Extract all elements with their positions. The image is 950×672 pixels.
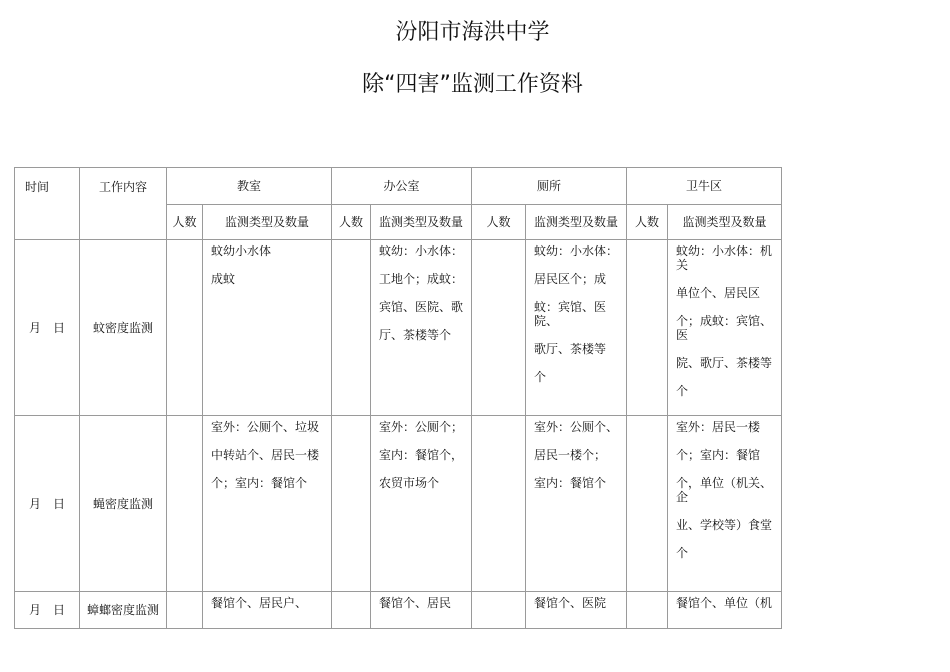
type-cell: [371, 416, 472, 592]
cell-text-line: [211, 258, 329, 272]
type-cell: [668, 416, 782, 592]
cell-text-line: 居民一楼个；: [534, 448, 607, 462]
cell-text-line: 个: [676, 384, 689, 398]
table-row: [15, 240, 782, 416]
cell-text-line: 医: [676, 328, 689, 342]
cell-text-line: 蚊幼：小水体：: [379, 244, 464, 258]
cell-text-line: [211, 462, 329, 476]
cell-text-line: [379, 434, 469, 448]
header-row: [15, 168, 782, 205]
cell-text-line: 蚊幼：小水体：: [534, 244, 619, 258]
count-cell: [332, 592, 371, 629]
subheader-count: 人数: [332, 205, 371, 240]
cell-text-line: 蚊幼：小水体：机: [676, 244, 773, 258]
cell-text-line: 成蚊: [211, 272, 236, 286]
subheader-count: 人数: [627, 205, 668, 240]
count-cell: [167, 416, 203, 592]
cell-text-line: [534, 328, 624, 342]
subheader-type: 监测类型及数量: [668, 205, 782, 240]
cell-text-line: 室外：居民一楼: [676, 420, 761, 434]
cell-text-line: [676, 434, 779, 448]
row-work: 蚊密度监测: [80, 240, 167, 416]
count-cell: [627, 592, 668, 629]
cell-text-line: 个；室内：餐馆: [676, 448, 761, 462]
cell-text-line: [676, 462, 779, 476]
cell-text-line: 院、: [534, 314, 559, 328]
row-time: 月 日: [15, 416, 80, 592]
count-cell: [472, 592, 526, 629]
cell-text-line: 居民区个；成: [534, 272, 607, 286]
cell-text-line: [534, 462, 624, 476]
type-cell: [203, 416, 332, 592]
cell-text-line: [676, 370, 779, 384]
cell-text-line: 室内：餐馆个: [534, 476, 607, 490]
header-location-office: 办公室: [332, 168, 472, 205]
cell-text-line: 蚊幼小水体: [211, 244, 272, 258]
cell-text-line: [534, 356, 624, 370]
monitoring-table: [14, 167, 782, 629]
cell-text-line: [676, 532, 779, 546]
count-cell: [627, 416, 668, 592]
type-cell: [203, 592, 332, 629]
row-time: 月 日: [15, 240, 80, 416]
type-cell: [371, 592, 472, 629]
header-location-sanitation: 卫牛区: [627, 168, 782, 205]
cell-text-line: 个；室内：餐馆个: [211, 476, 308, 490]
cell-text-line: 农贸市场个: [379, 476, 440, 490]
cell-text-line: [534, 258, 624, 272]
cell-text-line: 室内：餐馆个，: [379, 448, 464, 462]
subheader-type: 监测类型及数量: [203, 205, 332, 240]
cell-text-line: 院、歌厅、茶楼等: [676, 356, 773, 370]
cell-text-line: 企: [676, 490, 689, 504]
header-location-classroom: 教室: [167, 168, 332, 205]
cell-text-line: 室外：公厕个；: [379, 420, 464, 434]
count-cell: [332, 240, 371, 416]
cell-text-line: 宾馆、医院、歌: [379, 300, 464, 314]
cell-text-line: 餐馆个、居民: [379, 596, 452, 610]
count-cell: [332, 416, 371, 592]
cell-text-line: 蚊：宾馆、医: [534, 300, 607, 314]
cell-text-line: [379, 314, 469, 328]
count-cell: [472, 416, 526, 592]
document-subtitle: 除“四害”监测工作资料: [362, 72, 583, 97]
subheader-type: 监测类型及数量: [526, 205, 627, 240]
cell-text-line: [676, 504, 779, 518]
type-cell: [203, 240, 332, 416]
cell-text-line: [534, 286, 624, 300]
row-work: 蟑螂密度监测: [80, 592, 167, 629]
cell-text-line: [379, 258, 469, 272]
type-cell: [668, 592, 782, 629]
type-cell: [371, 240, 472, 416]
cell-text-line: 厅、茶楼等个: [379, 328, 452, 342]
cell-text-line: 餐馆个、医院: [534, 596, 607, 610]
table-row: [15, 416, 782, 592]
cell-text-line: 工地个；成蚊：: [379, 272, 464, 286]
table-row: [15, 592, 782, 629]
type-cell: [526, 416, 627, 592]
cell-text-line: 单位个、居民区: [676, 286, 761, 300]
cell-text-line: 业、学校等）食堂: [676, 518, 773, 532]
cell-text-line: 室外：公厕个、: [534, 420, 619, 434]
cell-text-line: [534, 434, 624, 448]
cell-text-line: 餐馆个、单位（机: [676, 596, 773, 610]
subheader-type: 监测类型及数量: [371, 205, 472, 240]
cell-text-line: 餐馆个、居民户、: [211, 596, 308, 610]
cell-text-line: 中转站个、居民一楼: [211, 448, 320, 462]
row-time: 月 日: [15, 592, 80, 629]
count-cell: [167, 592, 203, 629]
header-time: 时间: [15, 168, 80, 240]
count-cell: [167, 240, 203, 416]
cell-text-line: 歌厅、茶楼等: [534, 342, 607, 356]
row-work: 蝇密度监测: [80, 416, 167, 592]
cell-text-line: 室外：公厕个、垃圾: [211, 420, 320, 434]
count-cell: [627, 240, 668, 416]
cell-text-line: [379, 286, 469, 300]
type-cell: [526, 592, 627, 629]
cell-text-line: 个，单位（机关、: [676, 476, 773, 490]
cell-text-line: [676, 300, 779, 314]
header-location-toilet: 厕所: [472, 168, 627, 205]
cell-text-line: [676, 272, 779, 286]
type-cell: [526, 240, 627, 416]
subheader-count: 人数: [167, 205, 203, 240]
school-title: 汾阳市海洪中学: [395, 20, 550, 45]
count-cell: [472, 240, 526, 416]
type-cell: [668, 240, 782, 416]
cell-text-line: 个；成蚊：宾馆、: [676, 314, 773, 328]
header-work: 工作内容: [80, 168, 167, 240]
cell-text-line: 个: [676, 546, 689, 560]
cell-text-line: 关: [676, 258, 689, 272]
cell-text-line: 个: [534, 370, 547, 384]
cell-text-line: [379, 462, 469, 476]
subheader-count: 人数: [472, 205, 526, 240]
cell-text-line: [211, 434, 329, 448]
cell-text-line: [676, 342, 779, 356]
